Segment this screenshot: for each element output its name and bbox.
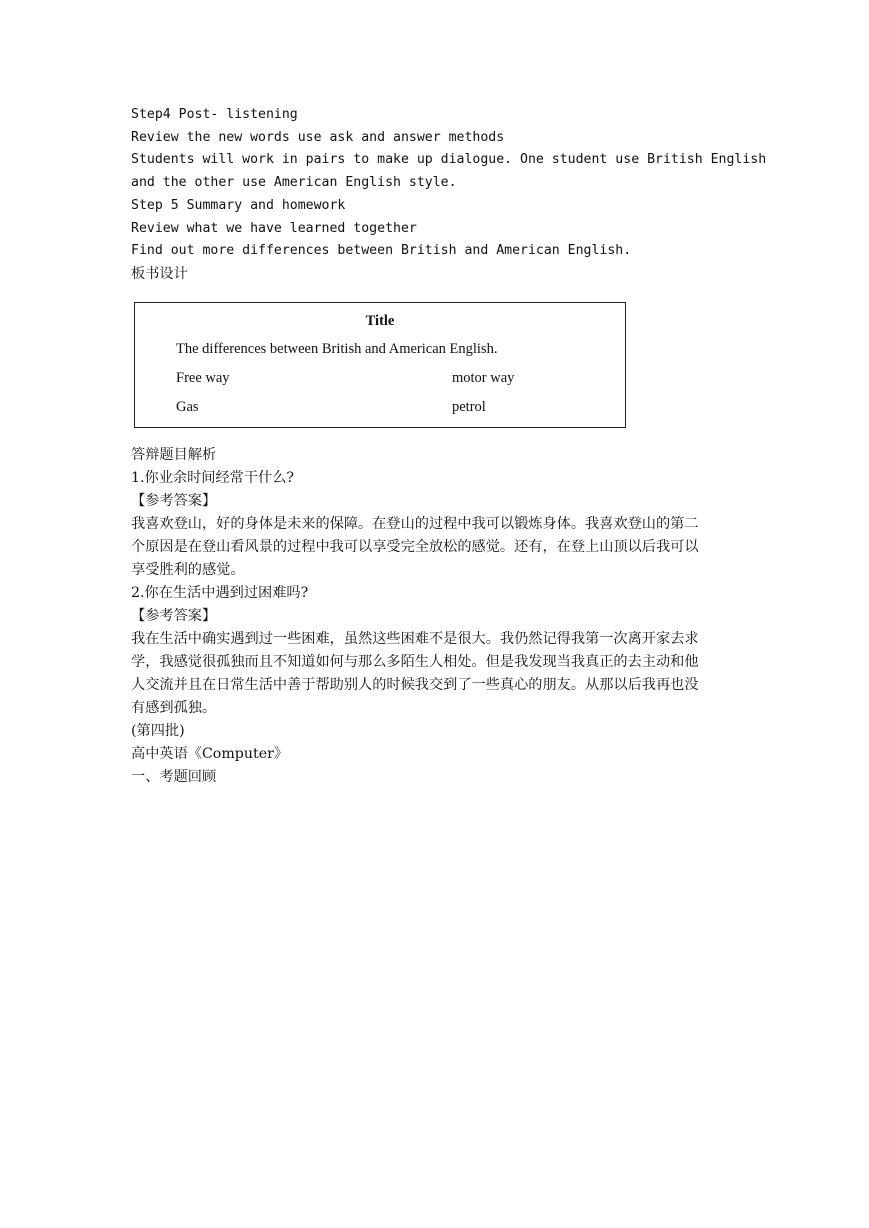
board-design-heading: 板书设计 — [131, 265, 188, 282]
batch-label: (第四批) — [131, 722, 185, 739]
step4-line-review-words: Review the new words use ask and answer methods — [131, 129, 505, 145]
step5-line-homework: Find out more differences between British and American English. — [131, 243, 632, 259]
board-row-american: Gas — [176, 398, 199, 415]
course-title: 高中英语《Computer》 — [131, 745, 289, 762]
question-2: 2.你在生活中遇到过困难吗? — [131, 584, 309, 601]
answer-2-line: 学，我感觉很孤独而且不知道如何与那么多陌生人相处。但是我发现当我真正的去主动和他 — [131, 653, 699, 670]
defense-heading: 答辩题目解析 — [131, 446, 217, 463]
answer-2-line: 有感到孤独。 — [131, 699, 217, 716]
step5-heading: Step 5 Summary and homework — [131, 197, 346, 213]
section-heading: 一、考题回顾 — [131, 768, 217, 785]
blackboard-design-box — [134, 302, 626, 428]
document-page — [131, 104, 767, 789]
board-title: Title — [365, 312, 395, 329]
answer-1-label: 【参考答案】 — [131, 492, 217, 509]
answer-2-line: 人交流并且在日常生活中善于帮助别人的时候我交到了一些真心的朋友。从那以后我再也没 — [131, 676, 699, 693]
step4-heading: Step4 Post- listening — [131, 107, 298, 122]
answer-1-line: 享受胜利的感觉。 — [131, 561, 245, 578]
answer-1-line: 我喜欢登山，好的身体是未来的保障。在登山的过程中我可以锻炼身体。我喜欢登山的第二 — [131, 515, 699, 532]
answer-2-line: 我在生活中确实遇到过一些困难，虽然这些困难不是很大。我仍然记得我第一次离开家去求 — [131, 630, 699, 647]
step4-line-pairs-1: Students will work in pairs to make up dialogue. One student use British English — [131, 152, 767, 168]
board-row-british: petrol — [452, 398, 486, 415]
board-row-american: Free way — [176, 369, 230, 386]
question-1: 1.你业余时间经常干什么? — [131, 469, 295, 486]
step5-line-review: Review what we have learned together — [131, 220, 417, 236]
board-subtitle: The differences between British and American English. — [176, 340, 498, 357]
board-row-british: motor way — [452, 369, 515, 386]
step4-line-pairs-2: and the other use American English style. — [131, 175, 457, 191]
answer-2-label: 【参考答案】 — [131, 607, 217, 624]
answer-1-line: 个原因是在登山看风景的过程中我可以享受完全放松的感觉。还有，在登上山顶以后我可以 — [131, 538, 699, 555]
